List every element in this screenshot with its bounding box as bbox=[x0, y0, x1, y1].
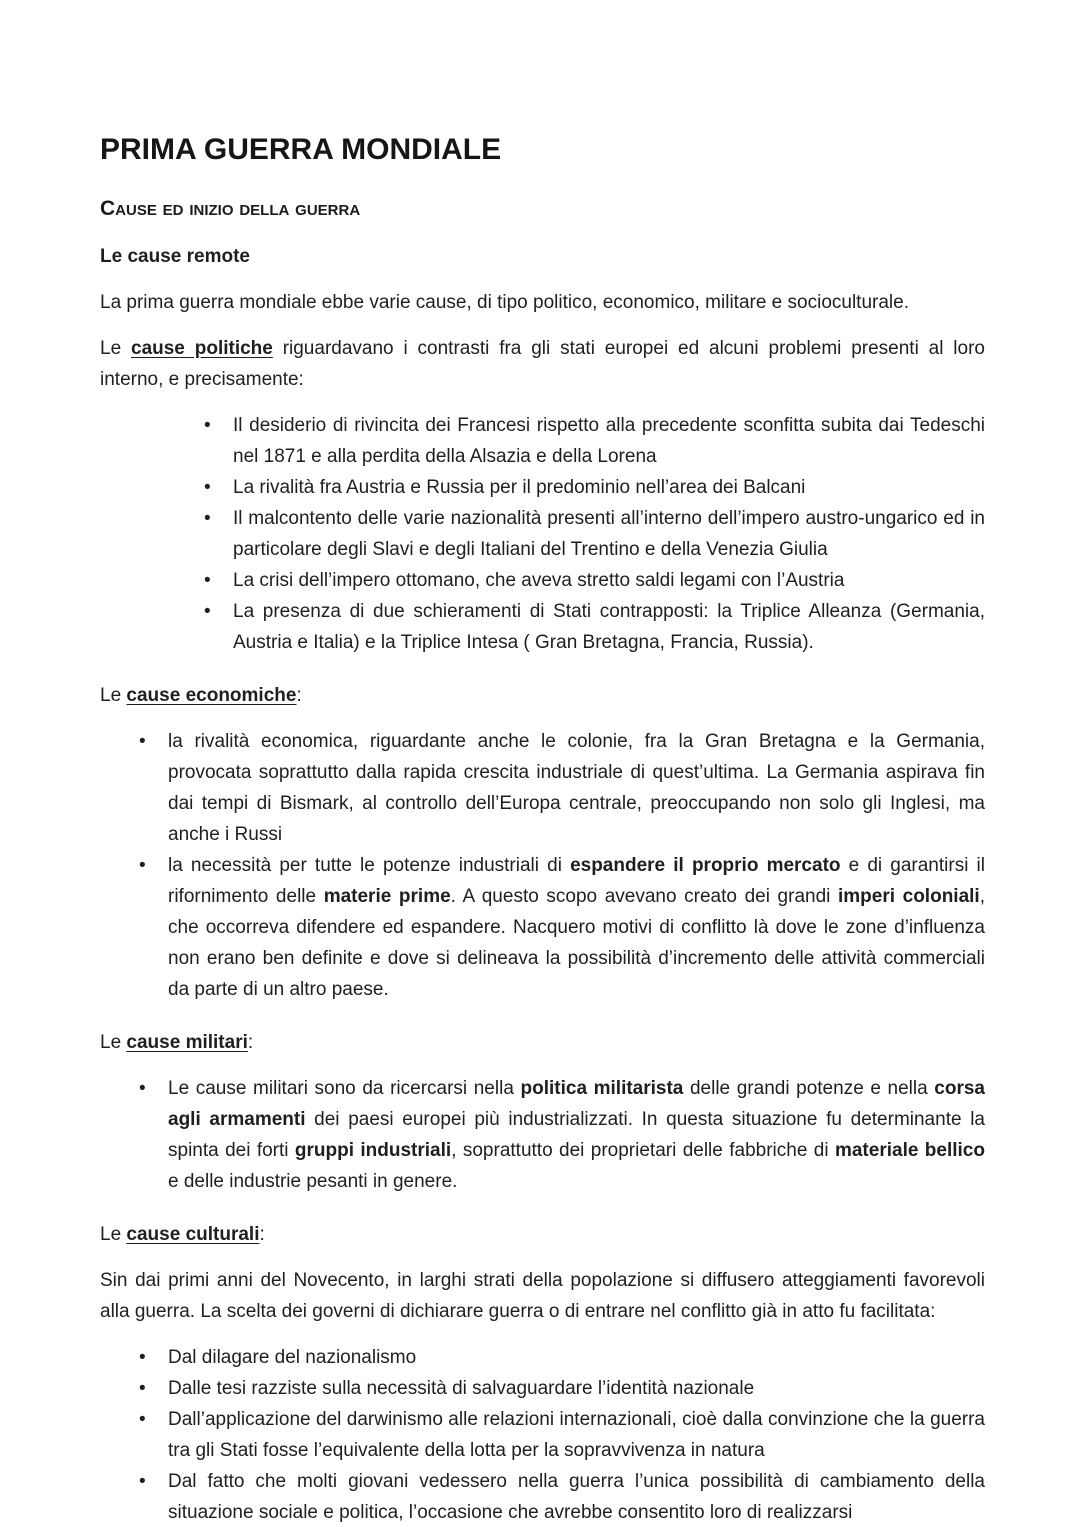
text-run: Dal dilagare del nazionalismo bbox=[168, 1347, 417, 1368]
document-subtitle: Cause ed inizio della guerra bbox=[100, 197, 361, 220]
text-run: Le cause remote bbox=[100, 246, 250, 267]
text-run: La rivalità fra Austria e Russia per il predominio nell’area dei Balcani bbox=[233, 477, 806, 498]
document-title: PRIMA GUERRA MONDIALE bbox=[100, 133, 502, 166]
list-item bbox=[200, 596, 985, 658]
bullet-list bbox=[100, 1342, 985, 1527]
text-run: La presenza di due schieramenti di Stati contrapposti: la Triplice Alleanza (Germania, Austria e Italia) e la Triplice Intesa ( Gran Bretagna, Francia, Russia). bbox=[233, 601, 985, 653]
text-run: materie prime bbox=[323, 886, 451, 907]
paragraph bbox=[100, 680, 985, 711]
list-item bbox=[135, 1373, 985, 1404]
list-item bbox=[135, 1342, 985, 1373]
text-run: dei paesi europei più industrializzati. In questa situazione fu determinante la spinta dei forti bbox=[168, 1109, 985, 1161]
text-run: cause economiche bbox=[126, 685, 297, 706]
text-run: : bbox=[259, 1224, 265, 1245]
list-item bbox=[200, 503, 985, 565]
text-run: , soprattutto dei proprietari delle fabbriche di bbox=[451, 1140, 835, 1161]
text-run: Le bbox=[100, 338, 131, 359]
text-run: : bbox=[296, 685, 302, 706]
list-item bbox=[135, 1404, 985, 1466]
text-run: Dall’applicazione del darwinismo alle relazioni internazionali, cioè dalla convinzione che la guerra tra gli Stati fosse l’equivalente della lotta per la sopravvivenza in natura bbox=[168, 1409, 985, 1461]
paragraph bbox=[100, 287, 985, 318]
bullet-list bbox=[100, 726, 985, 1005]
text-run: corsa agli armamenti bbox=[168, 1078, 985, 1130]
text-run: La prima guerra mondiale ebbe varie cause, di tipo politico, economico, militare e socioculturale. bbox=[100, 292, 909, 313]
paragraph bbox=[100, 1219, 985, 1250]
paragraph bbox=[100, 1265, 985, 1327]
text-run: Dalle tesi razziste sulla necessità di salvaguardare l’identità nazionale bbox=[168, 1378, 755, 1399]
document-body bbox=[100, 241, 985, 1527]
paragraph bbox=[100, 333, 985, 395]
text-run: Dal fatto che molti giovani vedessero nella guerra l’unica possibilità di cambiamento della situazione sociale e politica, l’occasione che avrebbe consentito loro di realizzarsi bbox=[168, 1471, 985, 1523]
bullet-list bbox=[100, 1073, 985, 1197]
text-run: delle grandi potenze e nella bbox=[683, 1078, 935, 1099]
text-run: cause politiche bbox=[131, 338, 273, 359]
text-run: imperi coloniali bbox=[838, 886, 980, 907]
paragraph bbox=[100, 1027, 985, 1058]
text-run: cause culturali bbox=[126, 1224, 260, 1245]
text-run: riguardavano i contrasti fra gli stati europei ed alcuni problemi presenti al loro interno, e precisamente: bbox=[100, 338, 985, 390]
text-run: e di garantirsi il rifornimento delle bbox=[168, 855, 985, 907]
text-run: Le bbox=[100, 1224, 127, 1245]
text-run: e delle industrie pesanti in genere. bbox=[168, 1171, 458, 1192]
list-item bbox=[200, 472, 985, 503]
section-heading bbox=[100, 241, 985, 272]
text-run: La crisi dell’impero ottomano, che aveva stretto saldi legami con l’Austria bbox=[233, 570, 845, 591]
list-item bbox=[135, 726, 985, 850]
text-run: Le cause militari sono da ricercarsi nella bbox=[168, 1078, 521, 1099]
text-run: cause militari bbox=[126, 1032, 248, 1053]
bullet-list bbox=[100, 410, 985, 658]
text-run: Il desiderio di rivincita dei Francesi rispetto alla precedente sconfitta subita dai Tedeschi nel 1871 e alla perdita della Alsazia e della Lorena bbox=[233, 415, 985, 467]
list-item bbox=[135, 1466, 985, 1527]
text-run: la rivalità economica, riguardante anche le colonie, fra la Gran Bretagna e la Germania, provocata soprattutto dalla rapida crescita industriale di quest’ultima. La Germania aspirava fin dai tempi di Bismark, al controllo dell’Europa centrale, preoccupando non solo gli Inglesi, ma anche i Russi bbox=[168, 731, 985, 845]
text-run: Sin dai primi anni del Novecento, in larghi strati della popolazione si diffusero atteggiamenti favorevoli alla guerra. La scelta dei governi di dichiarare guerra o di entrare nel conflitto già in atto fu facilitata: bbox=[100, 1270, 985, 1322]
text-run: Le bbox=[100, 1032, 127, 1053]
text-run: Le bbox=[100, 685, 127, 706]
text-run: , che occorreva difendere ed espandere. Nacquero motivi di conflitto là dove le zone d’influenza non erano ben definite e dove si delineava la possibilità d’incremento delle attività commerciali da parte di un altro paese. bbox=[168, 886, 985, 1000]
list-item bbox=[135, 1073, 985, 1197]
text-run: politica militarista bbox=[520, 1078, 684, 1099]
text-run: . A questo scopo avevano creato dei grandi bbox=[450, 886, 838, 907]
list-item bbox=[200, 565, 985, 596]
text-run: la necessità per tutte le potenze industriali di bbox=[168, 855, 571, 876]
text-run: gruppi industriali bbox=[294, 1140, 452, 1161]
list-item bbox=[200, 410, 985, 472]
text-run: Il malcontento delle varie nazionalità presenti all’interno dell’impero austro-ungarico ed in particolare degli Slavi e degli Italiani del Trentino e della Venezia Giulia bbox=[233, 508, 985, 560]
text-run: materiale bellico bbox=[834, 1140, 985, 1161]
text-run: espandere il proprio mercato bbox=[570, 855, 841, 876]
list-item bbox=[135, 850, 985, 1005]
text-run: : bbox=[247, 1032, 254, 1053]
